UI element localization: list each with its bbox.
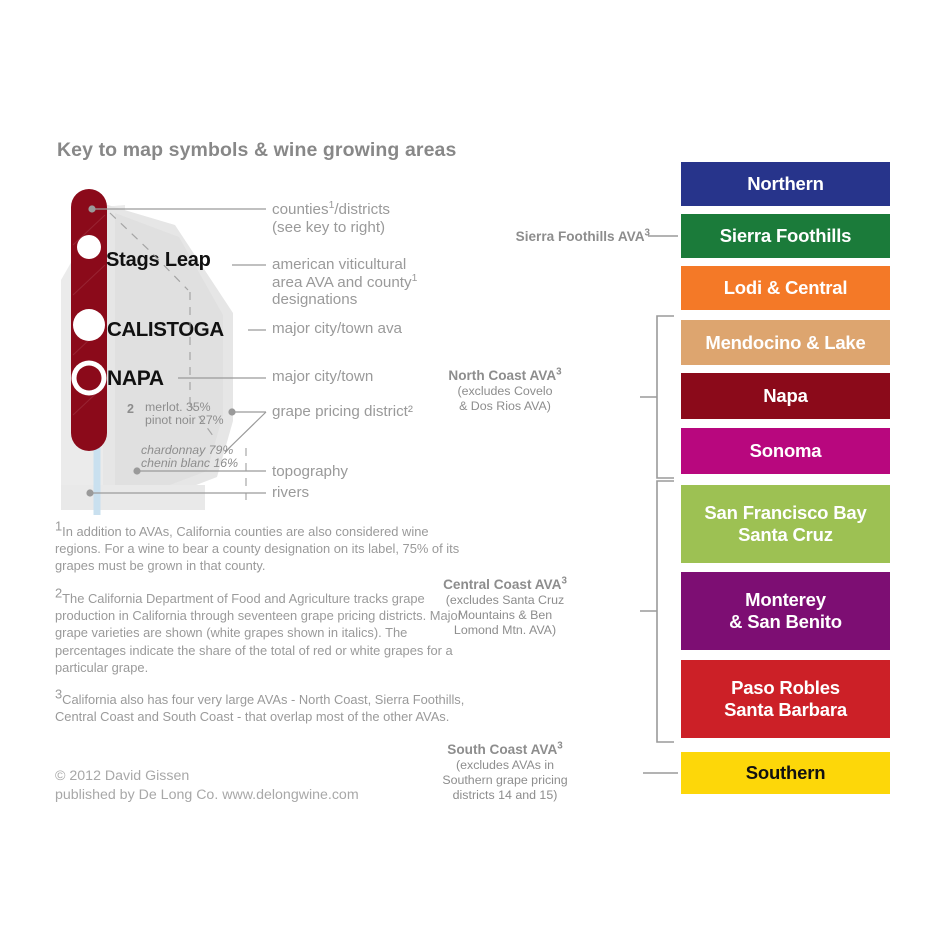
district-white-line-1: chardonnay 79% [141, 443, 234, 457]
major-city-dot [72, 361, 107, 396]
publisher-line: published by De Long Co. www.delongwine.com [55, 786, 359, 803]
ava-group-central-coast-title: Central Coast AVA$^3$ [443, 575, 567, 592]
ava-group-south-coast-sub-2: Southern grape pricing [442, 773, 568, 788]
legend-block-label: Sonoma [749, 440, 822, 461]
legend-block-label: Paso Robles Santa Barbara [724, 677, 847, 720]
callout-topography: topography [272, 463, 348, 480]
legend-block-sierra-foothills[interactable] [681, 214, 890, 258]
ava-group-south-coast-sub-1: (excludes AVAs in [455, 758, 555, 772]
district-red-line-2: pinot noir 27% [145, 413, 224, 428]
ava-group-central-coast [370, 576, 640, 639]
callout-counties-line-1: counties$^1$/districts [272, 199, 391, 218]
district-red-grapes [145, 401, 224, 428]
legend-block-label: Northern [747, 173, 824, 194]
footnote-3: $^3$California also has four very large AVAs - North Coast, Sierra Foothills, Central Coast and South Coast - that overlap most of the other AVAs. [55, 686, 465, 725]
district-white-grapes [141, 444, 238, 471]
footnote-1: $^1$In addition to AVAs, California counties are also considered wine regions. For a wine to bear a county designation on its label, 75% of its grapes must be grown in that county. [55, 518, 460, 574]
legend-block-label: Sierra Foothills [719, 225, 852, 246]
callout-ava [272, 256, 417, 309]
ava-group-north-coast-title: North Coast AVA$^3$ [448, 366, 562, 383]
callout-grape-pricing-district: grape pricing district² [272, 403, 413, 420]
legend-block-sonoma[interactable] [681, 428, 890, 474]
sample-label-napa: NAPA [107, 367, 164, 390]
legend-block-mendocino-lake[interactable] [681, 320, 890, 365]
ava-town-dot [77, 235, 101, 259]
legend-block-paso-robles-santa-barbara[interactable] [681, 660, 890, 738]
legend-block-southern[interactable] [681, 752, 890, 794]
legend-block-label: Monterey & San Benito [729, 589, 842, 632]
legend-block-lodi-central[interactable] [681, 266, 890, 310]
legend-block-label: Lodi & Central [723, 277, 848, 298]
legend-block-northern[interactable] [681, 162, 890, 206]
wine-region-legend [681, 0, 891, 950]
ava-group-central-coast-sub-1: (excludes Santa Cruz [445, 593, 565, 607]
page-title: Key to map symbols & wine growing areas [57, 139, 457, 161]
district-red-line-1: merlot. 35% [145, 400, 211, 414]
major-city-ava-dot [73, 309, 105, 341]
ava-group-sierra-foothills-title: Sierra Foothills AVA$^3$ [515, 227, 650, 244]
legend-block-label: San Francisco Bay Santa Cruz [704, 502, 867, 545]
district-white-line-2: chenin blanc 16% [141, 456, 239, 471]
ava-group-south-coast-title: South Coast AVA$^3$ [447, 740, 563, 757]
legend-block-monterey-san-benito[interactable] [681, 572, 890, 650]
ava-group-central-coast-sub-2: Mountains & Ben [457, 608, 553, 623]
legend-block-label: Napa [763, 385, 808, 406]
footnote-2: $^2$The California Department of Food and Agriculture tracks grape production in California through seventeen grape pricing districts. Major grape varieties are shown (white grapes shown in italics). The percentages indicate the share of the total of red or white grapes for a particular grape. [55, 585, 462, 675]
sample-label-calistoga: CALISTOGA [107, 318, 224, 341]
ava-group-north-coast-sub-2: & Dos Rios AVA) [459, 399, 551, 414]
callout-counties-line-2: (see key to right) [272, 218, 386, 236]
callout-ava-line-2: area AVA and county$^1$ [272, 272, 418, 291]
callout-ava-line-3: designations [272, 291, 358, 308]
ava-group-south-coast-sub-3: districts 14 and 15) [452, 788, 558, 803]
legend-block-label: Southern [745, 762, 826, 783]
copyright-line: © 2012 David Gissen [55, 768, 190, 784]
ava-group-central-coast-sub-3: Lomond Mtn. AVA) [453, 623, 557, 638]
callout-major-city-town-ava: major city/town ava [272, 320, 402, 337]
callout-major-city-town: major city/town [272, 368, 374, 385]
legend-block-label: Mendocino & Lake [705, 331, 866, 353]
callout-ava-line-1: american viticultural [272, 256, 407, 273]
district-number: 2 [127, 402, 134, 416]
ava-group-south-coast [370, 741, 640, 804]
ava-group-sierra-foothills [370, 228, 650, 245]
callout-rivers: rivers [272, 484, 310, 501]
ava-group-north-coast-sub-1: (excludes Covelo [457, 384, 553, 398]
legend-block-napa[interactable] [681, 373, 890, 419]
ava-group-north-coast [370, 367, 640, 414]
sample-label-stags-leap: Stags Leap [106, 249, 211, 271]
legend-block-san-francisco-bay-santa-cruz[interactable] [681, 485, 890, 563]
